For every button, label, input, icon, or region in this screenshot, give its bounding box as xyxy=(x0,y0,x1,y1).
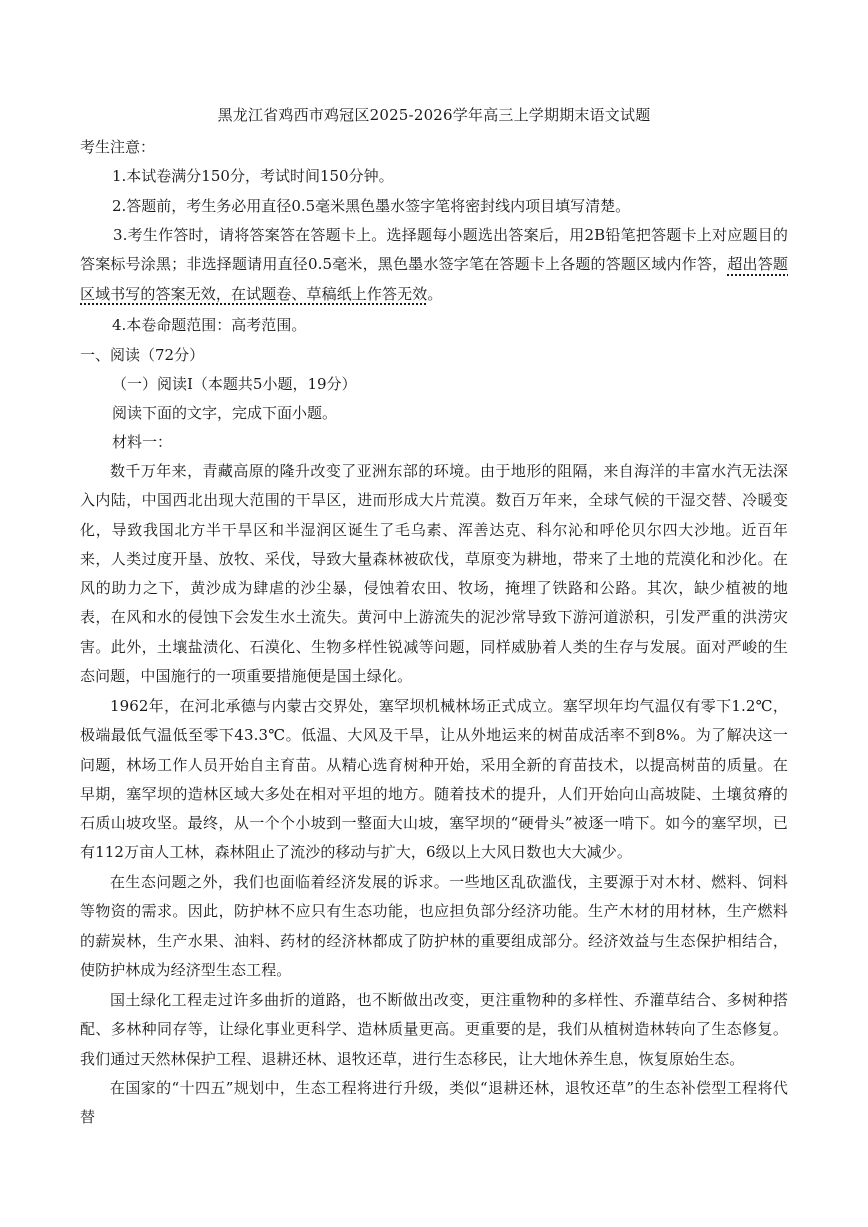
notice-item-3-emphasis: 超出答题区域书写的答案无效，在试题卷、草稿纸上作答无效 xyxy=(80,255,789,303)
subsection-heading-reading-1: （一）阅读I（本题共5小题，19分） xyxy=(112,375,357,393)
notice-heading: 考生注意： xyxy=(80,138,156,156)
paragraph-5: 在国家的“十四五”规划中，生态工程将进行升级，类似“退耕还林，退牧还草”的生态补偿型工程将代替 xyxy=(80,1079,788,1127)
reading-instruction: 阅读下面的文字，完成下面小题。 xyxy=(112,404,338,422)
notice-item-3-text: 3.考生作答时，请将答案答在答题卡上。选择题每小题选出答案后，用2B铅笔把答题卡上对应题目的答案标号涂黑；非选择题请用直径0.5毫米，黑色墨水签字笔在答题卡上各题的答题区域内作答， xyxy=(80,226,788,274)
paragraph-3: 在生态问题之外，我们也面临着经济发展的诉求。一些地区乱砍滥伐，主要源于对木材、燃料、饲料等物资的需求。因此，防护林不应只有生态功能，也应担负部分经济功能。生产木材的用材林，生产燃料的薪炭林，生产水果、油料、药材的经济林都成了防护林的重要组成部分。经济效益与生态保护相结合，使防护林成为经济型生态工程。 xyxy=(80,873,788,979)
notice-item-1: 1.本试卷满分150分，考试时间150分钟。 xyxy=(112,167,394,185)
material-1-label: 材料一： xyxy=(112,433,173,451)
notice-item-2: 2.答题前，考生务必用直径0.5毫米黑色墨水签字笔将密封线内项目填写清楚。 xyxy=(112,197,631,215)
notice-item-3 xyxy=(80,221,788,309)
notice-item-4: 4.本卷命题范围：高考范围。 xyxy=(112,316,307,334)
paragraph-4: 国土绿化工程走过许多曲折的道路，也不断做出改变，更注重物种的多样性、乔灌草结合、多树种搭配、多林种同存等，让绿化事业更科学、造林质量更高。更重要的是，我们从植树造林转向了生态修复。我们通过天然林保护工程、退耕还林、退牧还草，进行生态移民，让大地休养生息，恢复原始生态。 xyxy=(80,991,788,1068)
paragraph-1: 数千万年来，青藏高原的隆升改变了亚洲东部的环境。由于地形的阻隔，来自海洋的丰富水汽无法深入内陆，中国西北出现大范围的干旱区，进而形成大片荒漠。数百万年来，全球气候的干湿交替、冷暖变化，导致我国北方半干旱区和半湿润区诞生了毛乌素、浑善达克、科尔沁和呼伦贝尔四大沙地。近百年来，人类过度开垦、放牧、采伐，导致大量森林被砍伐，草原变为耕地，带来了土地的荒漠化和沙化。在风的助力之下，黄沙成为肆虐的沙尘暴，侵蚀着农田、牧场，掩埋了铁路和公路。其次，缺少植被的地表，在风和水的侵蚀下会发生水土流失。黄河中上游流失的泥沙常导致下游河道淤积，引发严重的洪涝灾害。此外，土壤盐渍化、石漠化、生物多样性锐减等问题，同样威胁着人类的生存与发展。面对严峻的生态问题，中国施行的一项重要措施便是国土绿化。 xyxy=(80,462,788,686)
document-title: 黑龙江省鸡西市鸡冠区2025-2026学年高三上学期期末语文试题 xyxy=(217,106,651,124)
notice-item-3-end: 。 xyxy=(427,284,443,303)
section-heading-reading: 一、阅读（72分） xyxy=(80,346,205,364)
paragraph-2: 1962年，在河北承德与内蒙古交界处，塞罕坝机械林场正式成立。塞罕坝年均气温仅有零下1.2℃，极端最低气温低至零下43.3℃。低温、大风及干旱，让从外地运来的树苗成活率不到8%。为了解决这一问题，林场工作人员开始自主育苗。从精心选育树种开始，采用全新的育苗技术，以提高树苗的质量。在早期，塞罕坝的造林区域大多处在相对平坦的地方。随着技术的提升，人们开始向山高坡陡、土壤贫瘠的石质山坡攻坚。最终，从一个个小坡到一整面大山坡，塞罕坝的“硬骨头”被逐一啃下。如今的塞罕坝，已有112万亩人工林，森林阻止了流沙的移动与扩大，6级以上大风日数也大大减少。 xyxy=(80,697,788,862)
